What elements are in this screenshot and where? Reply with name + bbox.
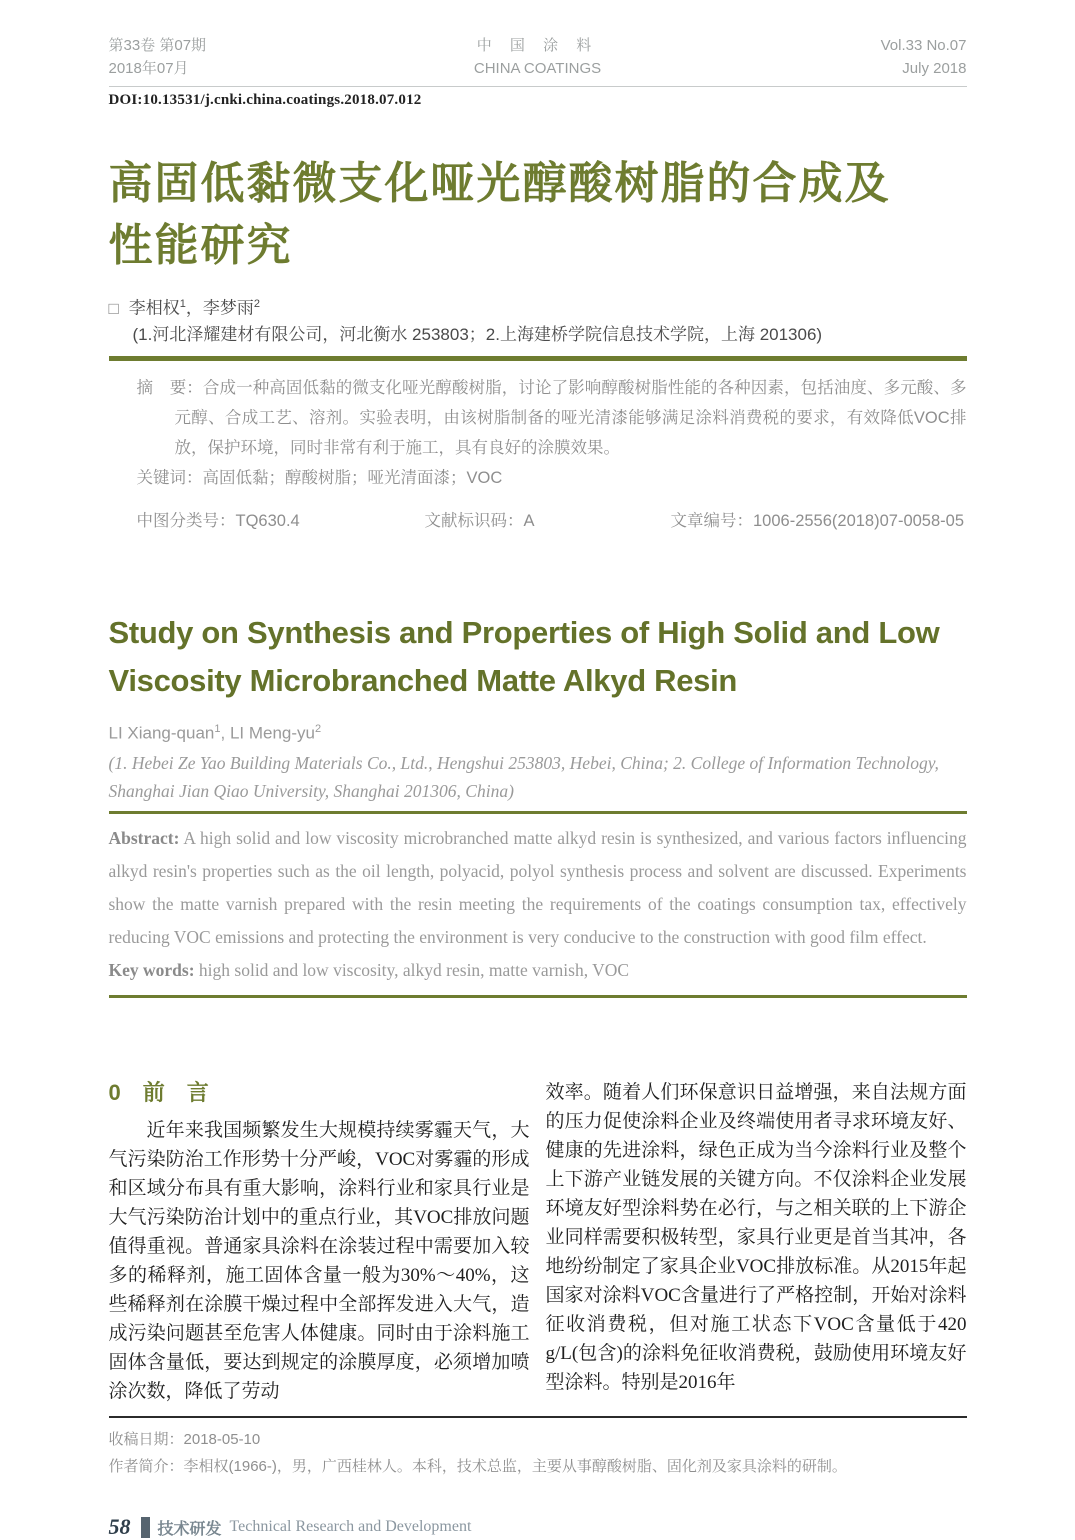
keywords-en <box>109 954 967 987</box>
keywords-en-text: high solid and low viscosity, alkyd resin, matte varnish, VOC <box>194 960 630 981</box>
volume-issue-cn: 第33卷 第07期 <box>108 37 207 54</box>
author-en-2: LI Meng-yu <box>229 723 315 743</box>
received-date-label: 收稿日期： <box>108 1431 184 1449</box>
author-bio-label: 作者简介： <box>108 1458 184 1476</box>
article-id: 文章编号：1006-2556(2018)07-0058-05 <box>670 511 965 530</box>
footer-section-cn: 技术研发 <box>157 1520 222 1538</box>
affiliation-en: (1. Hebei Ze Yao Building Materials Co., Ltd., Hengshui 253803, Hebei, China; 2. College of Information Technology, Shanghai Jian Qiao University, Shanghai 201306, China) <box>108 753 939 802</box>
author-en-1-sup: 1 <box>214 722 221 735</box>
author-bio-text: 李相权(1966-)，男，广西桂林人。本科，技术总监，主要从事醇酸树脂、固化剂及家具涂料的研制。 <box>183 1458 847 1476</box>
author-en-2-sup: 2 <box>315 722 322 735</box>
section-heading-intro: 0 前 言 <box>108 1080 209 1106</box>
received-date-line <box>109 1426 967 1453</box>
author-cn-1: 李相权 <box>128 298 180 318</box>
body-columns <box>109 1078 967 1406</box>
divider-olive-bottom <box>109 995 967 998</box>
page-content <box>109 0 967 1540</box>
authors-en <box>109 717 967 746</box>
abstract-cn-text: 合成一种高固低黏的微支化哑光醇酸树脂，讨论了影响醇酸树脂性能的各种因素，包括油度、多元酸、多元醇、合成工艺、溶剂。实验表明，由该树脂制备的哑光清漆能够满足涂料消费税的要求，有效降低VOC排放，保护环境，同时非常有利于施工，具有良好的涂膜效果。 <box>174 378 967 457</box>
journal-name-cn: 中 国 涂 料 <box>476 37 599 54</box>
classification-row <box>109 509 967 533</box>
doi: DOI:10.13531/j.cnki.china.coatings.2018.07.012 <box>108 92 422 108</box>
date-en: July 2018 <box>902 60 967 77</box>
abstract-en-text: A high solid and low viscosity microbranched matte alkyd resin is synthesized, and various factors influencing alkyd resin's properties such as the oil length, polyacid, polyol synthesis process and solvent are discussed. Experiments show the matte varnish prepared with the resin meeting the requirements of the coatings consumption tax, effectively reducing VOC emissions and protecting the environment is very conducive to the construction with good film effect. <box>108 828 967 948</box>
abstract-cn <box>109 373 967 463</box>
received-date-value: 2018-05-10 <box>183 1431 261 1449</box>
volume-issue-en: Vol.33 No.07 <box>880 37 967 54</box>
intro-paragraph-left: 近年来我国频繁发生大规模持续雾霾天气，大气污染防治工作形势十分严峻，VOC对雾霾的形成和区域分布具有重大影响，涂料行业和家具行业是大气污染防治计划中的重点行业，其VOC排放问题值得重视。普通家具涂料在涂装过程中需要加入较多的稀释剂，施工固体含量一般为30%～40%，这些稀释剂在涂膜干燥过程中全部挥发进入大气，造成污染问题甚至危害人体健康。同时由于涂料施工固体含量低，要达到规定的涂膜厚度，必须增加喷涂次数，降低了劳动 <box>108 1120 530 1403</box>
date-cn: 2018年07月 <box>108 60 189 77</box>
journal-name-en: CHINA COATINGS <box>473 60 602 77</box>
author-en-1: LI Xiang-quan <box>108 723 215 743</box>
keywords-cn-label: 关键词： <box>136 468 203 487</box>
authors-cn <box>109 291 967 322</box>
page-footer <box>109 1514 967 1540</box>
article-title-en: Study on Synthesis and Properties of High Solid and Low Viscosity Microbranched Matte Alkyd Resin <box>108 614 940 698</box>
keywords-cn-text: 高固低黏；醇酸树脂；哑光清面漆；VOC <box>202 468 503 487</box>
author-marker-square: □ <box>108 298 119 318</box>
abstract-cn-label: 摘 要： <box>136 378 203 397</box>
header-right <box>707 34 967 80</box>
column-right <box>546 1078 967 1406</box>
abstract-en-label: Abstract: <box>108 828 180 849</box>
footer-bar-icon <box>141 1517 150 1538</box>
keywords-en-label: Key words: <box>108 960 195 981</box>
header-center <box>369 34 707 80</box>
clc-number: 中图分类号：TQ630.4 <box>136 511 300 530</box>
author-en-separator: , <box>220 723 230 743</box>
divider-thick-olive <box>109 356 967 361</box>
author-cn-separator: ， <box>185 298 203 318</box>
intro-paragraph-right: 效率。随着人们环保意识日益增强，来自法规方面的压力促使涂料企业及终端使用者寻求环境友好、健康的先进涂料，绿色正成为当今涂料行业及整个上下游产业链发展的关键方向。不仅涂料企业发展环境友好型涂料势在必行，与之相关联的上下游企业同样需要积极转型，家具行业更是首当其冲，各地纷纷制定了家具企业VOC排放标准。从2015年起国家对涂料VOC含量进行了严格控制，开始对涂料征收消费税，但对施工状态下VOC含量低于420 g/L(包含)的涂料免征收消费税，鼓励使用环境友好型涂料。特别是2016年 <box>545 1082 967 1394</box>
keywords-cn <box>109 463 967 493</box>
article-title-cn: 高固低黏微支化哑光醇酸树脂的合成及性能研究 <box>108 159 891 270</box>
author-bio-line <box>109 1453 967 1480</box>
footer-section-en: Technical Research and Development <box>229 1518 472 1536</box>
journal-header <box>109 0 967 87</box>
abstract-en <box>109 822 967 954</box>
divider-olive-top <box>109 811 967 814</box>
document-code: 文献标识码：A <box>424 511 535 530</box>
page-number: 58 <box>108 1514 131 1540</box>
author-cn-2: 李梦雨 <box>202 298 254 318</box>
footnote <box>109 1418 967 1480</box>
header-left <box>109 34 369 80</box>
author-cn-1-sup: 1 <box>179 298 186 310</box>
author-cn-2-sup: 2 <box>253 298 261 310</box>
affiliation-cn: (1.河北泽耀建材有限公司，河北衡水 253803；2.上海建桥学院信息技术学院，上海 201306) <box>132 324 823 344</box>
column-left <box>109 1078 530 1406</box>
